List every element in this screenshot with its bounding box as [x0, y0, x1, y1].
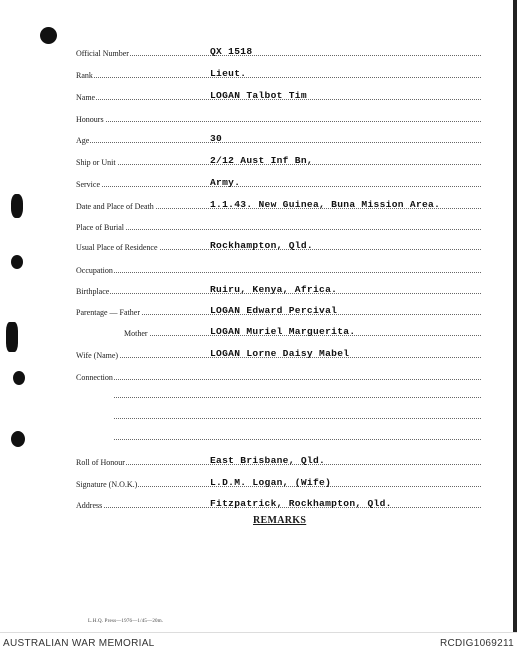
field-wife-name [76, 346, 481, 360]
scan-edge [513, 0, 517, 633]
field-value: Rockhampton, Qld. [210, 240, 313, 251]
field-label: Connection [76, 373, 113, 382]
printer-imprint: L.H.Q. Press—1976—1/45—20m. [88, 619, 164, 624]
field-rank [76, 66, 481, 80]
field-label: Service [76, 180, 100, 189]
punch-hole [13, 371, 25, 385]
punch-hole [40, 27, 57, 44]
field-value: East Brisbane, Qld. [210, 455, 326, 466]
punch-hole [11, 255, 23, 269]
field-place-of-burial [76, 218, 481, 232]
field-usual-residence [76, 238, 481, 252]
field-value: 30 [210, 133, 223, 144]
punch-hole [6, 322, 18, 352]
field-value: QX 1518 [210, 46, 253, 57]
field-value: 1.1.43. New Guinea, Buna Mission Area. [210, 199, 441, 210]
field-label: Address [76, 501, 103, 510]
field-value: Lieut. [210, 68, 247, 79]
field-value: LOGAN Edward Percival [210, 305, 338, 316]
punch-hole [11, 194, 23, 218]
field-age [76, 131, 481, 145]
field-value: Ruiru, Kenya, Africa. [210, 284, 338, 295]
field-date-place-of-death [76, 197, 481, 211]
field-label: Wife (Name) [76, 351, 119, 360]
connection-continuation-line [114, 397, 481, 398]
field-connection [76, 368, 481, 382]
field-honours [76, 110, 481, 124]
remarks-heading: REMARKS [253, 515, 307, 526]
field-label: Date and Place of Death [76, 202, 154, 211]
field-value: Fitzpatrick, Rockhampton, Qld. [210, 498, 392, 509]
punch-hole [11, 431, 25, 447]
field-parentage-father [76, 303, 481, 317]
field-label: Age [76, 136, 90, 145]
archive-footer [0, 632, 517, 653]
field-label: Birthplace [76, 287, 110, 296]
field-label: Name [76, 93, 96, 102]
field-official-number [76, 44, 481, 58]
field-ship-or-unit [76, 153, 481, 167]
field-label: Rank [76, 71, 93, 80]
field-service [76, 175, 481, 189]
field-value: L.D.M. Logan, (Wife) [210, 477, 332, 488]
field-label: Honours [76, 115, 104, 124]
connection-continuation-line [114, 418, 481, 419]
field-value: LOGAN Lorne Daisy Mabel [210, 348, 350, 359]
record-id: RCDIG1069211 [439, 638, 514, 649]
field-value: LOGAN Muriel Marguerita. [210, 326, 356, 337]
field-address [76, 496, 481, 510]
field-label: Mother [124, 329, 148, 338]
field-label: Place of Burial [76, 223, 124, 232]
archive-name: AUSTRALIAN WAR MEMORIAL [3, 638, 155, 649]
field-parentage-mother [76, 324, 481, 338]
field-value: Army. [210, 177, 241, 188]
field-label: Signature (N.O.K.) [76, 480, 138, 489]
field-label: Ship or Unit [76, 158, 116, 167]
field-value: LOGAN Talbot Tim [210, 90, 307, 101]
field-label: Usual Place of Residence [76, 243, 158, 252]
field-label: Occupation [76, 266, 113, 275]
field-occupation [76, 261, 481, 275]
field-birthplace [76, 282, 481, 296]
field-name [76, 88, 481, 102]
field-label: Official Number [76, 49, 129, 58]
field-label: Parentage — Father [76, 308, 140, 317]
field-signature-nok [76, 475, 481, 489]
connection-continuation-line [114, 439, 481, 440]
field-value: 2/12 Aust Inf Bn, [210, 155, 313, 166]
field-label: Roll of Honour [76, 458, 125, 467]
field-roll-of-honour [76, 453, 481, 467]
